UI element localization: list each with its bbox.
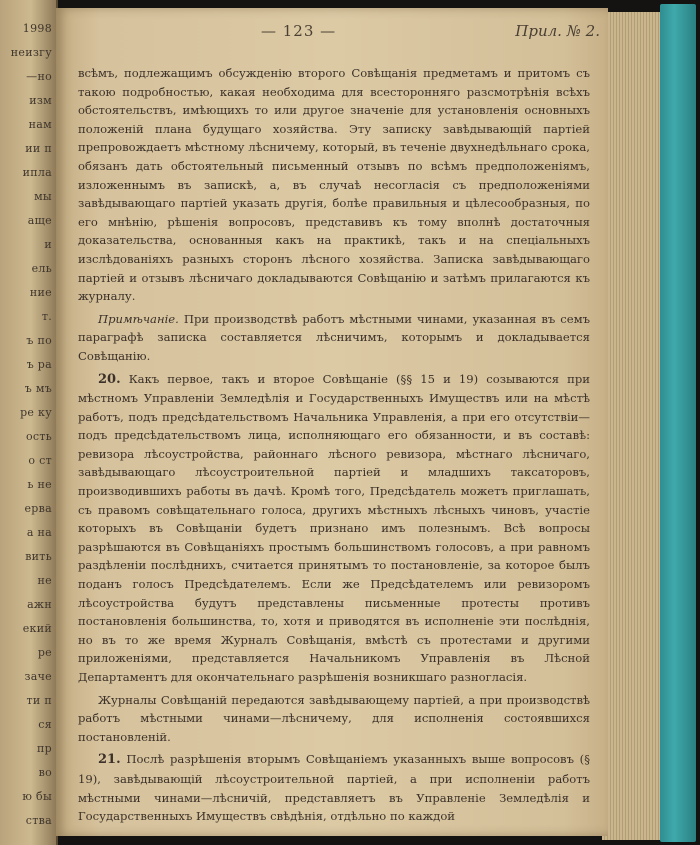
note-paragraph [78,310,590,366]
left-page-fragment: ипла [22,166,52,179]
left-page-fragment: пр [37,742,52,755]
paragraph-continued: всѣмъ, подлежащимъ обсужденію второго Совѣщанія предметамъ и притомъ съ такою подробностью, какая необходима для всесторонняго разсмотрѣнія всѣхъ обстоятельствъ, имѣющихъ то или другое значеніе для установленія основныхъ положеній плана будущаго хозяйства. Эту записку завѣдывающій партіей препровождаетъ мѣстному лѣсничему, который, въ теченіе двухнедѣльнаго срока, обязанъ дать обстоятельный письменный отзывъ по всѣмъ предположеніямъ, изложеннымъ въ запискѣ, а, въ случаѣ несогласія съ предположеніями завѣдывающаго партіей указать другія, болѣе правильныя и цѣлесообразныя, по его мнѣнію, рѣшенія вопросовъ, представивъ къ тому вполнѣ достаточныя доказательства, основанныя какъ на практикѣ, такъ и на спеціальныхъ изслѣдованіяхъ разныхъ сторонъ лѣсного хозяйства. Записка завѣдывающаго партіей и отзывъ лѣсничаго докладываются Совѣщанію и затѣмъ прилагаются къ журналу. [78,66,590,304]
left-page-fragment: ерва [24,502,52,515]
left-page-fragment: ние [29,286,52,299]
left-page-fragment: ь не [27,478,52,491]
left-page-fragment: изм [29,94,52,107]
book-cover [660,4,696,842]
page-body [78,64,590,826]
page-number: — 123 — [261,22,337,40]
left-page-fragment: ель [31,262,52,275]
left-page-fragment: нам [28,118,52,131]
left-page-fragment: т. [41,310,52,323]
book-page [56,8,608,836]
section-21-number: 21. [98,752,121,768]
left-page-fragment: не [37,574,52,587]
left-page-fragment: ре [37,646,52,659]
left-page-fragment: вить [25,550,52,563]
left-page-fragment: 1998 [22,22,52,35]
section-20-number: 20. [98,371,121,387]
left-page-edge [0,0,58,845]
left-page-fragment: ся [38,718,52,731]
note-text: При производствѣ работъ мѣстными чинами, указанная въ семъ параграфѣ записка составляется лѣсничимъ, которымъ и докладывается Совѣщанію. [78,311,590,363]
left-page-fragment: ства [25,814,52,827]
left-page-fragment: ъ мъ [24,382,52,395]
left-page-fragment: а на [26,526,52,539]
section-21-text: Послѣ разрѣшенія вторымъ Совѣщаніемъ указанныхъ выше вопросовъ (§ 19), завѣдывающій лѣсоустроительной партіей, а при исполненіи работъ мѣстными чинами—лѣсничій, представляетъ въ Управленіе Земледѣлія и Государственныхъ Имуществъ свѣдѣнія, отдѣльно по каждой [78,752,590,824]
section-21 [78,750,590,825]
left-page-fragment: екий [22,622,52,635]
page-header [56,22,608,42]
page-edges [602,12,664,840]
left-page-fragment: ость [25,430,52,443]
left-page-fragment: о ст [28,454,52,467]
left-page-fragment: ъ ра [26,358,52,371]
left-page-fragment: ъ по [26,334,52,347]
left-page-fragment: во [38,766,52,779]
left-page-fragment: ии п [25,142,52,155]
running-head: Прил. № 2. [515,22,600,40]
section-20 [78,370,590,687]
left-page-fragment: ре ку [20,406,52,419]
left-page-fragment: ю бы [22,790,52,803]
left-page-fragment: неизгу [10,46,52,59]
left-page-fragment: —но [26,70,52,83]
left-page-fragment: мы [34,190,52,203]
section-20-text: Какъ первое, такъ и второе Совѣщаніе (§§ 15 и 19) созываются при мѣстномъ Управленіи Земледѣлія и Государственныхъ Имуществъ или на мѣстѣ работъ, подъ предсѣдательствомъ Начальника Управленія, а при его отсутствіи—подъ предсѣдательствомъ лица, исполняющаго его обязанности, и въ составѣ: ревизора лѣсоустройства, районнаго лѣсного ревизора, мѣстнаго лѣсничаго, завѣдывающаго лѣсоустроительной партіей и младшихъ таксаторовъ, производившихъ работы въ дачѣ. Кромѣ того, Предсѣдатель можетъ приглашать, съ правомъ совѣщательнаго голоса, другихъ мѣстныхъ лѣсныхъ чиновъ, участіе которыхъ въ Совѣщаніи будетъ признано имъ полезнымъ. Всѣ вопросы разрѣшаются въ Совѣщаніяхъ простымъ большинствомъ голосовъ, а при равномъ раздѣленіи послѣднихъ, считается принятымъ то постановленіе, за которое былъ поданъ голосъ Предсѣдателемъ. Если же Предсѣдателемъ или ревизоромъ лѣсоустройства будутъ представлены письменные протесты противъ постановленія большинства, то, хотя и приводятся въ исполненіе эти послѣднія, но въ то же время Журналъ Совѣщанія, вмѣстѣ съ протестами и другими приложеніями, представляется Начальникомъ Управленія въ Лѣсной Департаментъ для окончательнаго разрѣшенія возникшаго разногласія. [78,371,590,684]
left-page-fragment: аще [27,214,52,227]
left-page-fragment: ти п [26,694,52,707]
journals-paragraph: Журналы Совѣщаній передаются завѣдывающему партіей, а при производствѣ работъ мѣстными чинами—лѣсничему, для исполненія состоявшихся постановленій. [78,692,590,744]
note-label: Примѣчаніе. [98,311,179,326]
left-page-fragment: заче [24,670,52,683]
left-page-fragment: и [44,238,52,251]
left-page-fragment: ажн [27,598,52,611]
